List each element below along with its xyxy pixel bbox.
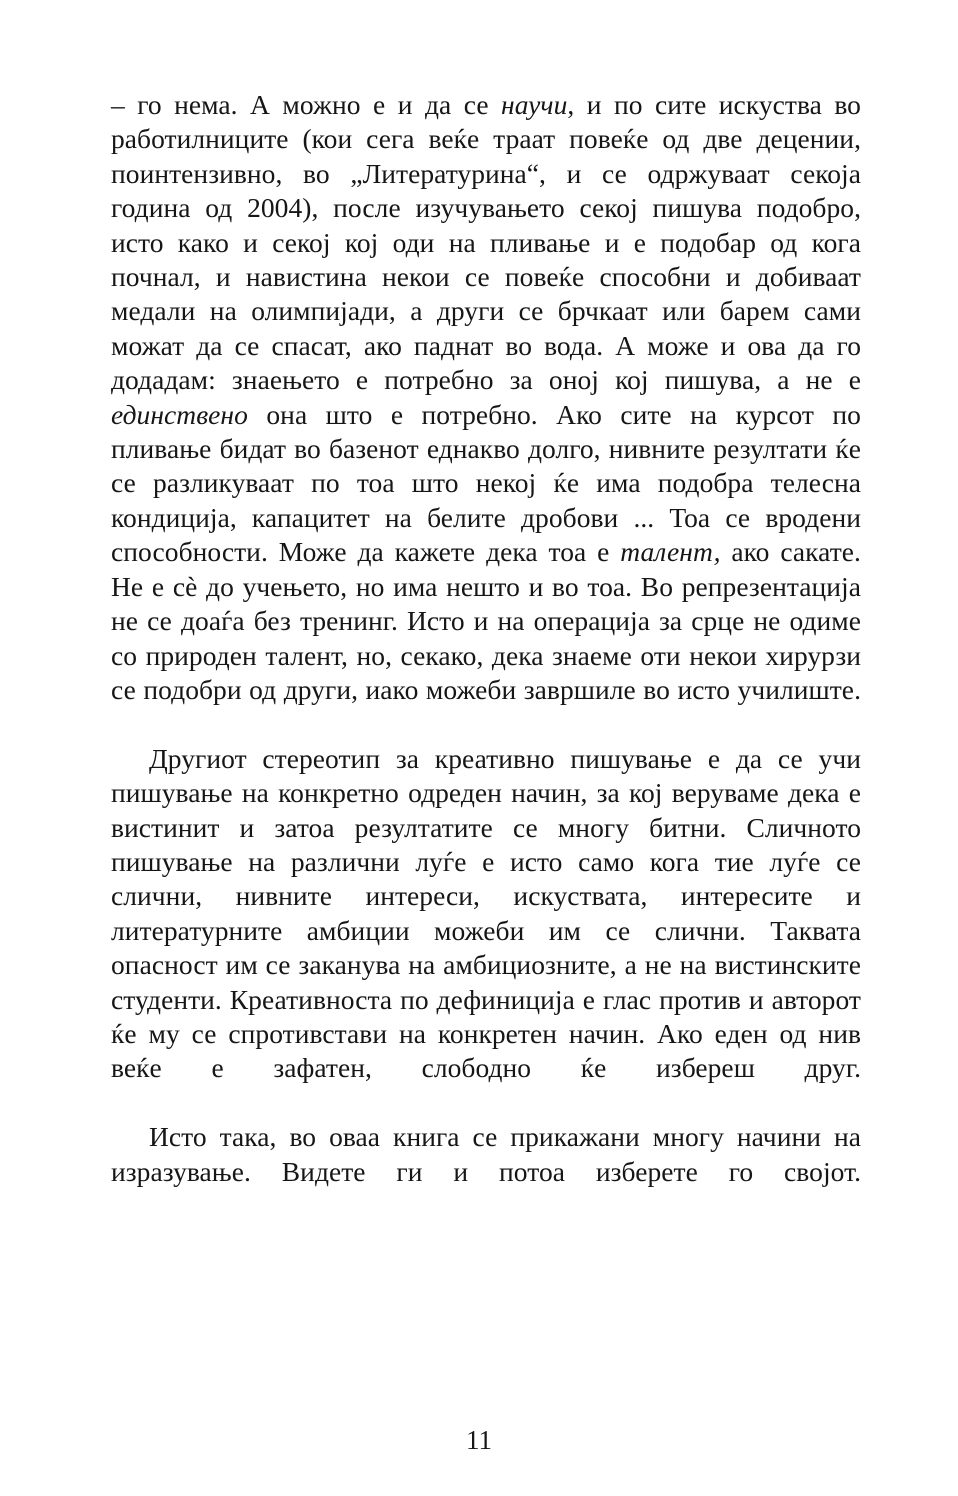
- body-text: , и по сите искуства во работилниците (кои сега веќе траат повеќе од две децении, поинтензивно, во „Литературина“, и се одржуваат секоја година од 2004), после изучувањето секој пишува подобро, исто како и секој кој оди на пливање и е подобар од кога почнал, и навистина некои се повеќе способни и добиваат медали на олимпијади, а други се брчкаат или барем сами можат да се спасат, ако паднат во вода. А може и ова да го додадам: знаењето е потребно за оној кој пишува, а не е: [111, 89, 861, 396]
- body-text: Исто така, во оваа книга се прикажани многу начини на изразување. Видете ги и потоа изберете го својот.: [111, 1121, 861, 1187]
- emphasis-text: единствено: [111, 398, 248, 430]
- page-text-block: [111, 88, 861, 1223]
- emphasis-text: научи: [501, 89, 568, 120]
- emphasis-text: талент,: [620, 536, 721, 568]
- paragraph-list: [111, 88, 861, 1223]
- body-paragraph: [111, 88, 861, 742]
- body-text: она што е потребно. Ако сите на курсот по пливање бидат во базенот еднакво долго, нивните резултати ќе се разликуваат по тоа што некој ќе има подобра телесна кондиција, капацитет на белите дробови ... Тоа се вродени способности. Може да кажете дека тоа е: [111, 398, 861, 568]
- body-text: Другиот стереотип за креативно пишување е да се учи пишување на конкретно одреден начин, за кој веруваме дека е вистинит и затоа резултатите се многу битни. Сличното пишување на различни луѓе е исто само кога тие луѓе се слични, нивните интереси, искуствата, интересите и литературните амбиции можеби им се слични. Таквата опасност им се заканува на амбициозните, а не на вистинските студенти. Креативноста по дефиниција е глас против и авторот ќе му се спротивстави на конкретен начин. Ако еден од нив веќе е зафатен, слободно ќе избереш друг.: [111, 742, 861, 1084]
- page-number: 11: [466, 1425, 492, 1455]
- body-paragraph: [111, 1120, 861, 1223]
- body-text: – го нема. А можно е и да се: [111, 89, 502, 120]
- body-paragraph: [111, 742, 861, 1120]
- body-text: ако сакате. Не е сè до учењето, но има нешто и во тоа. Во репрезентација не се доаѓа без тренинг. Исто и на операција за срце не одиме со природен талент, но, секако, дека знаеме оти некои хирурзи се подобри од други, иако можеби завршиле во исто училиште.: [111, 536, 861, 705]
